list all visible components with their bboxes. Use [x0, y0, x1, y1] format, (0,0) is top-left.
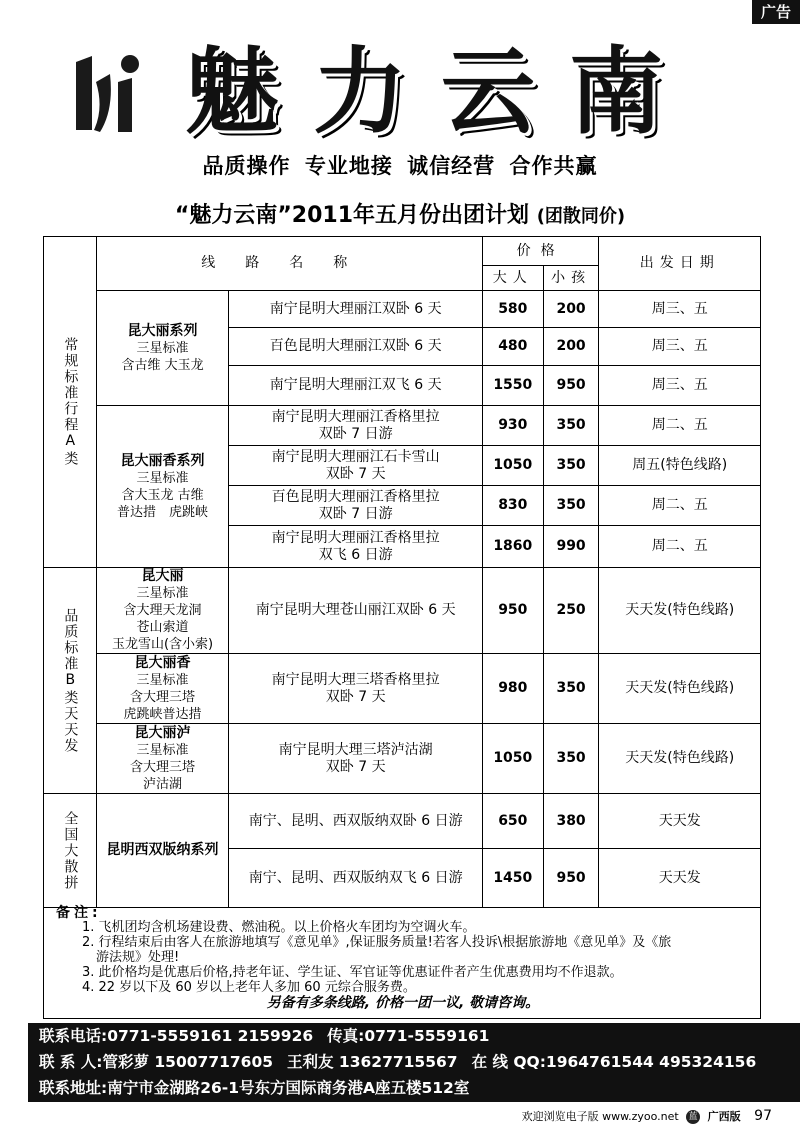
departure-date: 周二、五	[599, 406, 761, 446]
table-row	[44, 568, 761, 654]
series-c1	[96, 794, 229, 908]
route-line: 南宁昆明大理三塔泸沽湖	[278, 741, 433, 758]
adult-price: 480	[482, 328, 543, 366]
departure-date: 天天发(特色线路)	[599, 654, 761, 724]
table-row	[44, 406, 761, 446]
notes-title: 备注:	[56, 905, 102, 921]
category-c-cell	[44, 794, 97, 908]
adult-price: 930	[482, 406, 543, 446]
series-desc: 三星标准	[136, 340, 189, 356]
qq-value: 1964761544 495324156	[545, 1053, 757, 1071]
route-line: 双飞 6 日游	[318, 546, 393, 563]
notes-list	[82, 920, 752, 995]
series-desc: 三星标准	[136, 586, 189, 601]
page-number: 97	[754, 1108, 772, 1124]
route-cell: 百色昆明大理丽江双卧 6 天	[229, 328, 482, 366]
series-desc: 含大理天龙洞	[123, 603, 202, 618]
route-cell	[229, 526, 482, 568]
note-item: 3. 此价格均是优惠后价格,持老年证、学生证、军官证等优惠证件者产生优惠费用均不作退款。	[82, 965, 623, 980]
series-desc: 含大理三塔	[130, 689, 196, 705]
category-b-label: 品质标准B类天天发	[62, 607, 79, 754]
brand-slogan: 品质操作 专业地接 诚信经营 合作共赢	[202, 154, 598, 178]
category-a-cell	[44, 237, 97, 568]
page-footer	[522, 1106, 772, 1127]
header-route: 线路名称	[96, 237, 482, 291]
table-row	[44, 724, 761, 794]
table-header-row	[44, 237, 761, 266]
route-cell	[229, 486, 482, 526]
phone-value: 0771-5559161 2159926	[107, 1027, 314, 1045]
category-c-label: 全国大散拼	[62, 810, 79, 891]
departure-date: 周三、五	[599, 291, 761, 328]
note-item: 2. 行程结束后由客人在旅游地填写《意见单》,保证服务质量!若客人投诉\根据旅游地《意见单》及《旅	[82, 935, 672, 950]
ad-tag: 广告	[752, 0, 800, 24]
person-2: 王利友 13627715567	[287, 1053, 458, 1071]
series-name: 昆大丽	[141, 568, 184, 584]
notes-section	[43, 904, 761, 1019]
route-line: 南宁昆明大理丽江石卡雪山	[271, 448, 440, 465]
adult-price: 650	[482, 794, 543, 849]
series-desc: 三星标准	[136, 470, 189, 486]
header-adult: 大人	[482, 266, 543, 291]
contact-row-address	[39, 1075, 800, 1101]
contact-row-person	[39, 1049, 800, 1075]
qq-label: 在 线 QQ:	[471, 1053, 546, 1071]
contact-row-phone	[39, 1023, 800, 1049]
table-row	[44, 291, 761, 328]
footer-website-text[interactable]: 欢迎浏览电子版 www.zyoo.net	[521, 1110, 679, 1123]
child-price: 350	[543, 724, 599, 794]
series-name: 昆大丽香系列	[120, 452, 205, 469]
child-price: 350	[543, 486, 599, 526]
adult-price: 950	[482, 568, 543, 654]
adult-price: 980	[482, 654, 543, 724]
route-line: 南宁昆明大理丽江香格里拉	[271, 529, 440, 546]
header-price: 价格	[482, 237, 599, 266]
route-cell	[229, 406, 482, 446]
route-cell: 南宁昆明大理丽江双卧 6 天	[229, 291, 482, 328]
route-cell	[229, 724, 482, 794]
route-line: 南宁昆明大理丽江香格里拉	[271, 408, 440, 425]
route-cell: 南宁、昆明、西双版纳双飞 6 日游	[229, 849, 482, 908]
category-b-cell	[44, 568, 97, 794]
departure-date: 周三、五	[599, 328, 761, 366]
route-line: 双卧 7 天	[325, 758, 386, 775]
series-desc: 普达措 虎跳峡	[117, 504, 209, 520]
series-kdlx	[96, 406, 229, 568]
series-name: 昆明西双版纳系列	[106, 842, 219, 858]
series-desc: 三星标准	[136, 672, 189, 688]
adult-price: 1450	[482, 849, 543, 908]
plan-title	[0, 198, 800, 229]
adult-price: 1550	[482, 366, 543, 406]
departure-date: 周二、五	[599, 486, 761, 526]
notes-final: 另备有多条线路, 价格一团一议, 敬请咨询。	[266, 995, 540, 1011]
route-line: 南宁昆明大理三塔香格里拉	[271, 671, 440, 688]
note-item: 游法规》处理!	[96, 950, 180, 965]
child-price: 380	[543, 794, 599, 849]
series-desc: 虎跳峡普达措	[123, 706, 202, 722]
series-desc: 三星标准	[136, 742, 189, 758]
adult-price: 1050	[482, 446, 543, 486]
series-b2	[96, 654, 229, 724]
series-desc: 苍山索道	[136, 620, 189, 635]
child-price: 250	[543, 568, 599, 654]
route-cell: 南宁昆明大理苍山丽江双卧 6 天	[229, 568, 482, 654]
route-line: 双卧 7 天	[325, 465, 386, 482]
child-price: 350	[543, 654, 599, 724]
child-price: 990	[543, 526, 599, 568]
adult-price: 1860	[482, 526, 543, 568]
child-price: 200	[543, 291, 599, 328]
departure-date: 周二、五	[599, 526, 761, 568]
series-b3	[96, 724, 229, 794]
departure-date: 天天发(特色线路)	[599, 724, 761, 794]
person-label: 联 系 人:	[39, 1053, 103, 1071]
route-line: 双卧 7 天	[325, 688, 386, 705]
adult-price: 580	[482, 291, 543, 328]
adult-price: 1050	[482, 724, 543, 794]
route-cell: 南宁、昆明、西双版纳双卧 6 日游	[229, 794, 482, 849]
series-desc: 含古维 大玉龙	[121, 357, 204, 373]
route-line: 双卧 7 日游	[318, 425, 393, 442]
plan-title-sub: (团散同价)	[536, 206, 626, 227]
departure-date: 天天发(特色线路)	[599, 568, 761, 654]
note-item: 1. 飞机团均含机场建设费、燃油税。以上价格火车团均为空调火车。	[82, 920, 476, 935]
child-price: 350	[543, 446, 599, 486]
series-desc: 含大理三塔	[130, 759, 196, 775]
departure-date: 周三、五	[599, 366, 761, 406]
contact-bar	[28, 1023, 800, 1102]
plan-title-main: “魅力云南”2011年五月份出团计划	[174, 203, 530, 228]
series-desc: 含大玉龙 古维	[121, 487, 204, 503]
brand-name: 魅力云南	[185, 38, 698, 147]
note-item: 4. 22 岁以下及 60 岁以上老年人多加 60 元综合服务费。	[82, 980, 416, 995]
tour-schedule-table	[43, 236, 761, 908]
child-price: 350	[543, 406, 599, 446]
category-a-label: 常规标准行程A类	[62, 337, 79, 467]
departure-date: 周五(特色线路)	[599, 446, 761, 486]
route-cell: 南宁昆明大理丽江双飞 6 天	[229, 366, 482, 406]
child-price: 200	[543, 328, 599, 366]
child-price: 950	[543, 849, 599, 908]
phone-label: 联系电话:	[39, 1027, 108, 1045]
departure-date: 天天发	[599, 849, 761, 908]
fax-value: 0771-5559161	[364, 1027, 490, 1045]
header-date: 出发日期	[599, 237, 761, 291]
address-value: 南宁市金湖路26-1号东方国际商务港A座五楼512室	[107, 1079, 470, 1097]
route-cell	[229, 654, 482, 724]
person-1: 管彩萝 15007717605	[102, 1053, 274, 1071]
header-child: 小孩	[543, 266, 599, 291]
adult-price: 830	[482, 486, 543, 526]
series-kdl	[96, 291, 229, 406]
series-name: 昆大丽香	[134, 654, 191, 671]
departure-date: 天天发	[599, 794, 761, 849]
brand-logo	[70, 52, 155, 137]
edition-label: 广西版	[707, 1110, 741, 1123]
series-name: 昆大丽泸	[134, 724, 191, 741]
series-b1	[96, 568, 229, 654]
address-label: 联系地址:	[39, 1079, 108, 1097]
child-price: 950	[543, 366, 599, 406]
edition-badge-icon: 蓝	[686, 1110, 700, 1124]
fax-label: 传真:	[327, 1027, 365, 1045]
route-line: 百色昆明大理丽江香格里拉	[271, 488, 440, 505]
route-cell	[229, 446, 482, 486]
series-desc: 泸沽湖	[143, 776, 183, 792]
series-name: 昆大丽系列	[127, 322, 198, 339]
table-row	[44, 654, 761, 724]
table-row	[44, 794, 761, 849]
series-desc: 玉龙雪山(含小索)	[111, 637, 214, 652]
route-line: 双卧 7 日游	[318, 505, 393, 522]
